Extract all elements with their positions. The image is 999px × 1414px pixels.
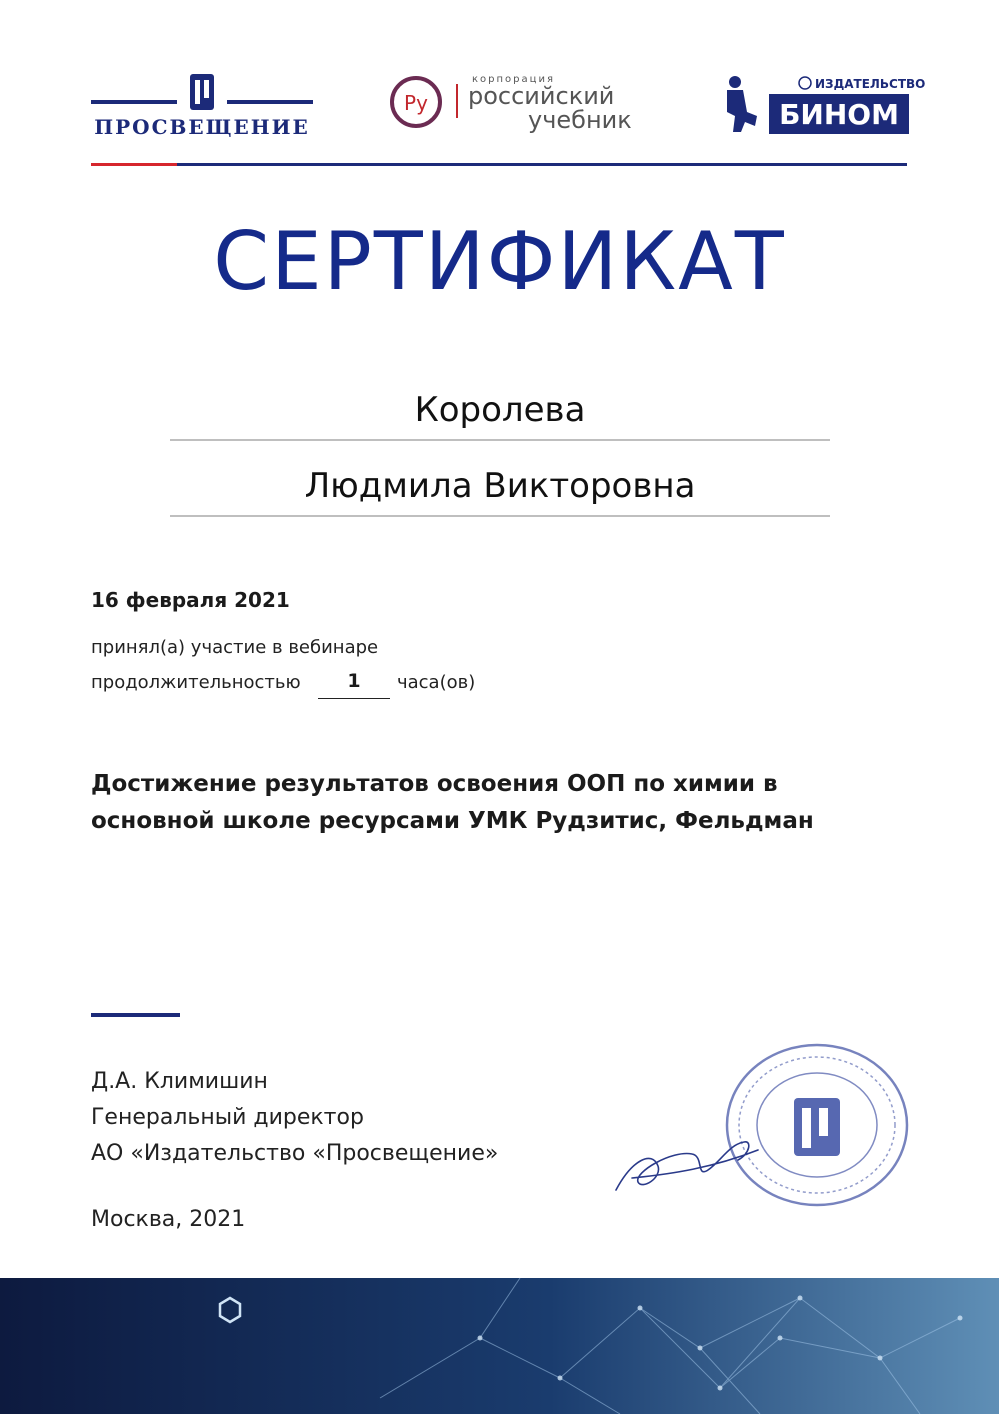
sitting-figure-icon <box>727 76 757 132</box>
prosveshchenie-logo <box>91 72 313 142</box>
participation-text: принял(а) участие в вебинаре <box>91 637 379 658</box>
surname-underline <box>170 439 830 441</box>
duration-label: продолжительностью <box>91 672 301 693</box>
binom-logo <box>721 72 926 138</box>
webinar-topic-line2: основной школе ресурсами УМК Рудзитис, Фельдман <box>91 808 814 834</box>
signature-separator <box>91 1013 180 1017</box>
ru-line1: российский <box>468 82 615 110</box>
certificate-title: СЕРТИФИКАТ <box>213 215 786 308</box>
given-names-underline <box>170 515 830 517</box>
ru-small-text: корпорация <box>472 74 555 85</box>
duration-unit: часа(ов) <box>397 672 476 693</box>
binom-name: БИНОМ <box>779 98 899 131</box>
duration-underline <box>318 698 390 699</box>
ru-mark: Ру <box>404 91 428 115</box>
stamp-emblem-icon <box>794 1098 840 1156</box>
event-date: 16 февраля 2021 <box>91 588 290 612</box>
signatory-organization: АО «Издательство «Просвещение» <box>91 1141 499 1166</box>
participant-surname: Королева <box>414 390 586 430</box>
webinar-topic <box>91 766 891 840</box>
globe-icon <box>799 77 811 89</box>
header-divider <box>91 163 907 166</box>
ru-line2: учебник <box>528 106 632 134</box>
place-year: Москва, 2021 <box>91 1207 246 1232</box>
binom-small-text: ИЗДАТЕЛЬСТВО <box>815 77 926 91</box>
prosveshchenie-emblem-icon <box>190 74 214 110</box>
prosveshchenie-logo-text: ПРОСВЕЩЕНИЕ <box>94 115 310 139</box>
russian-textbook-logo <box>388 72 650 134</box>
participant-given-names: Людмила Викторовна <box>304 466 696 506</box>
duration-value: 1 <box>347 670 361 692</box>
signatory-name: Д.А. Климишин <box>91 1069 268 1094</box>
handwritten-signature <box>612 1120 762 1210</box>
webinar-topic-line1: Достижение результатов освоения ООП по химии в <box>91 771 778 797</box>
signatory-position: Генеральный директор <box>91 1105 364 1130</box>
decorative-footer <box>0 1278 999 1414</box>
